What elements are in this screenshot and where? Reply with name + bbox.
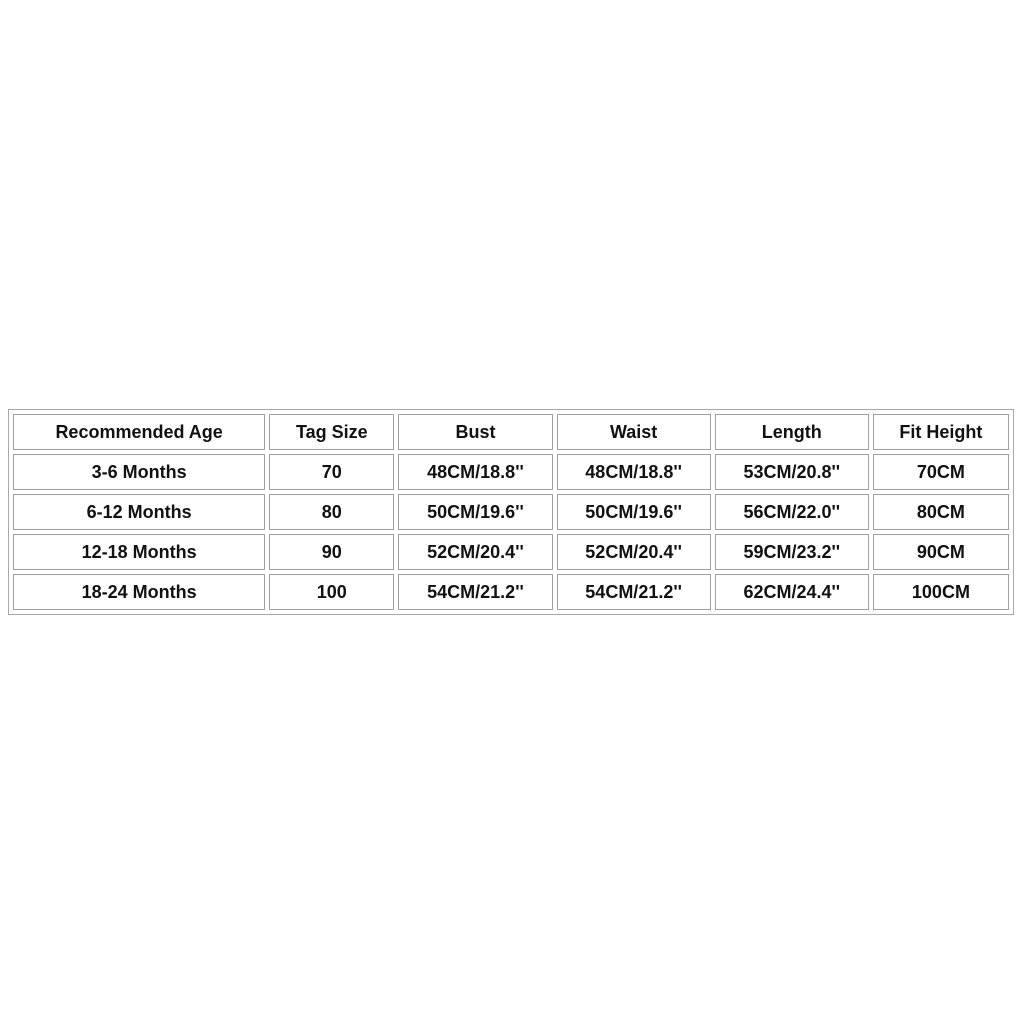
cell-tag-size: 100	[269, 574, 394, 610]
cell-age: 12-18 Months	[13, 534, 265, 570]
cell-tag-size: 70	[269, 454, 394, 490]
cell-tag-size: 90	[269, 534, 394, 570]
cell-age: 6-12 Months	[13, 494, 265, 530]
cell-fit-height: 100CM	[873, 574, 1009, 610]
cell-fit-height: 90CM	[873, 534, 1009, 570]
cell-age: 18-24 Months	[13, 574, 265, 610]
cell-bust: 50CM/19.6''	[398, 494, 552, 530]
cell-bust: 54CM/21.2''	[398, 574, 552, 610]
table-row	[13, 454, 1009, 490]
table-row	[13, 574, 1009, 610]
cell-length: 59CM/23.2''	[715, 534, 869, 570]
header-bust: Bust	[398, 414, 552, 450]
header-waist: Waist	[557, 414, 711, 450]
cell-length: 62CM/24.4''	[715, 574, 869, 610]
cell-waist: 52CM/20.4''	[557, 534, 711, 570]
table-row	[13, 534, 1009, 570]
header-length: Length	[715, 414, 869, 450]
table-row	[13, 494, 1009, 530]
size-chart-table	[8, 409, 1014, 615]
cell-length: 53CM/20.8''	[715, 454, 869, 490]
header-row	[13, 414, 1009, 450]
cell-age: 3-6 Months	[13, 454, 265, 490]
header-tag-size: Tag Size	[269, 414, 394, 450]
cell-bust: 48CM/18.8''	[398, 454, 552, 490]
cell-tag-size: 80	[269, 494, 394, 530]
cell-length: 56CM/22.0''	[715, 494, 869, 530]
cell-waist: 48CM/18.8''	[557, 454, 711, 490]
cell-waist: 50CM/19.6''	[557, 494, 711, 530]
cell-bust: 52CM/20.4''	[398, 534, 552, 570]
cell-waist: 54CM/21.2''	[557, 574, 711, 610]
header-fit-height: Fit Height	[873, 414, 1009, 450]
header-recommended-age: Recommended Age	[13, 414, 265, 450]
cell-fit-height: 80CM	[873, 494, 1009, 530]
cell-fit-height: 70CM	[873, 454, 1009, 490]
